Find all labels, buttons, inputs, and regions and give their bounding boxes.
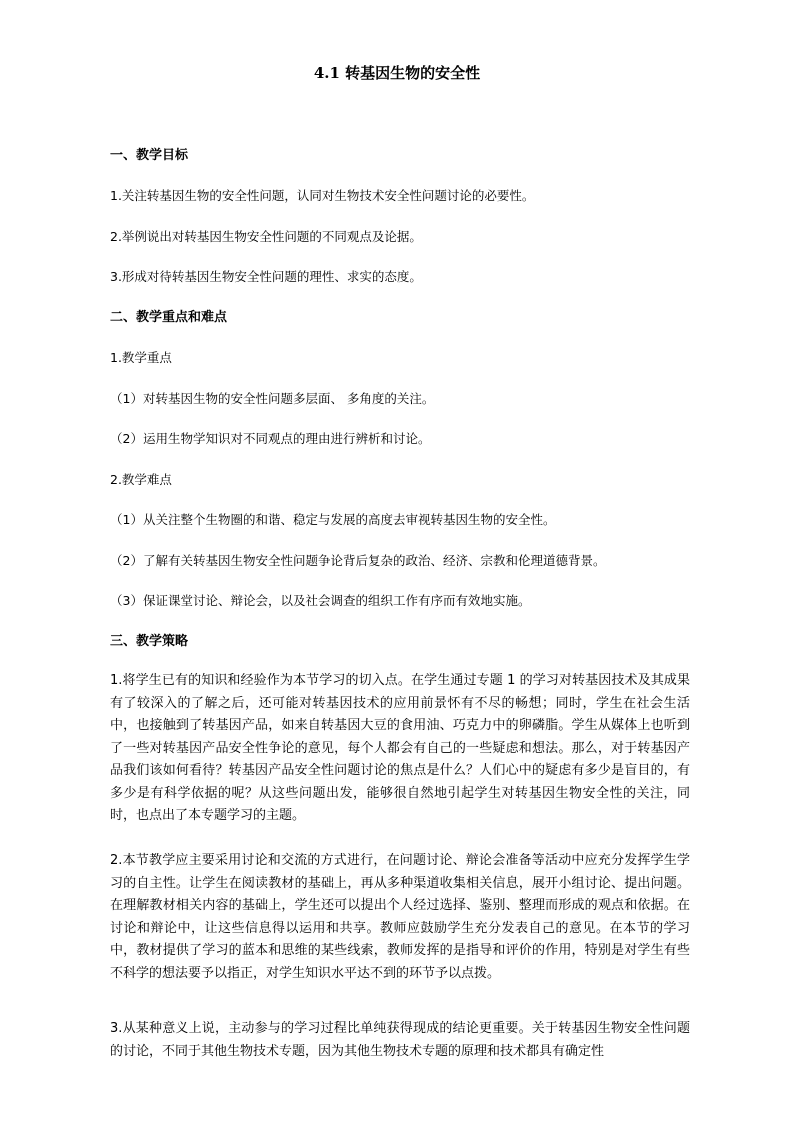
goal-item: 1.关注转基因生物的安全性问题，认同对生物技术安全性问题讨论的必要性。 bbox=[110, 188, 535, 203]
key-item: （2）运用生物学知识对不同观点的理由进行辨析和讨论。 bbox=[110, 431, 431, 446]
difficulty-item: （1）从关注整个生物圈的和谐、稳定与发展的高度去审视转基因生物的安全性。 bbox=[110, 512, 556, 527]
difficulty-item: （3）保证课堂讨论、辩论会，以及社会调查的组织工作有序而有效地实施。 bbox=[110, 593, 531, 608]
strategy-paragraph: 1.将学生已有的知识和经验作为本节学习的切入点。在学生通过专题 1 的学习对转基因技术及其成果有了较深入的了解之后，还可能对转基因技术的应用前景怀有不尽的畅想；同时，学生在社会生活中，也接触到了转基因产品，如来自转基因大豆的食用油、巧克力中的卵磷脂。学生从媒体上也听到了一些对转基因产品安全性争论的意见，每个人都会有自己的一些疑虑和想法。那么，对于转基因产品我们该如何看待？转基因产品安全性问题讨论的焦点是什么？人们心中的疑虑有多少是盲目的，有多少是有科学依据的呢？从这些问题出发，能够很自然地引起学生对转基因生物安全性的关注，同时，也点出了本专题学习的主题。 bbox=[110, 673, 690, 823]
difficulty-item: （2）了解有关转基因生物安全性问题争论背后复杂的政治、经济、宗教和伦理道德背景。 bbox=[110, 553, 606, 568]
section-heading-goals: 一、教学目标 bbox=[110, 148, 189, 163]
goal-item: 2.举例说出对转基因生物安全性问题的不同观点及论据。 bbox=[110, 229, 422, 244]
goal-item: 3.形成对待转基因生物安全性问题的理性、求实的态度。 bbox=[110, 269, 422, 284]
section-heading-key-points: 二、教学重点和难点 bbox=[110, 310, 228, 325]
section-heading-strategy: 三、教学策略 bbox=[110, 634, 189, 649]
page-title: 4.1 转基因生物的安全性 bbox=[313, 64, 481, 82]
subsection-title-key: 1.教学重点 bbox=[110, 350, 172, 365]
strategy-paragraph: 2.本节教学应主要采用讨论和交流的方式进行，在问题讨论、辩论会准备等活动中应充分发挥学生学习的自主性。让学生在阅读教材的基础上，再从多种渠道收集相关信息，展开小组讨论、提出问题。在理解教材相关内容的基础上，学生还可以提出个人经过选择、鉴别、整理而形成的观点和依据。在讨论和辩论中，让这些信息得以运用和共享。教师应鼓励学生充分发表自己的意见。在本节的学习中，教材提供了学习的蓝本和思维的某些线索，教师发挥的是指导和评价的作用，特别是对学生有些不科学的想法要予以指正，对学生知识水平达不到的环节予以点拨。 bbox=[110, 853, 690, 981]
strategy-paragraph: 3.从某种意义上说，主动参与的学习过程比单纯获得现成的结论更重要。关于转基因生物安全性问题的讨论，不同于其他生物技术专题，因为其他生物技术专题的原理和技术都具有确定性 bbox=[110, 1021, 690, 1059]
key-item: （1）对转基因生物的安全性问题多层面、 多角度的关注。 bbox=[110, 391, 435, 406]
subsection-title-difficulty: 2.教学难点 bbox=[110, 472, 172, 487]
